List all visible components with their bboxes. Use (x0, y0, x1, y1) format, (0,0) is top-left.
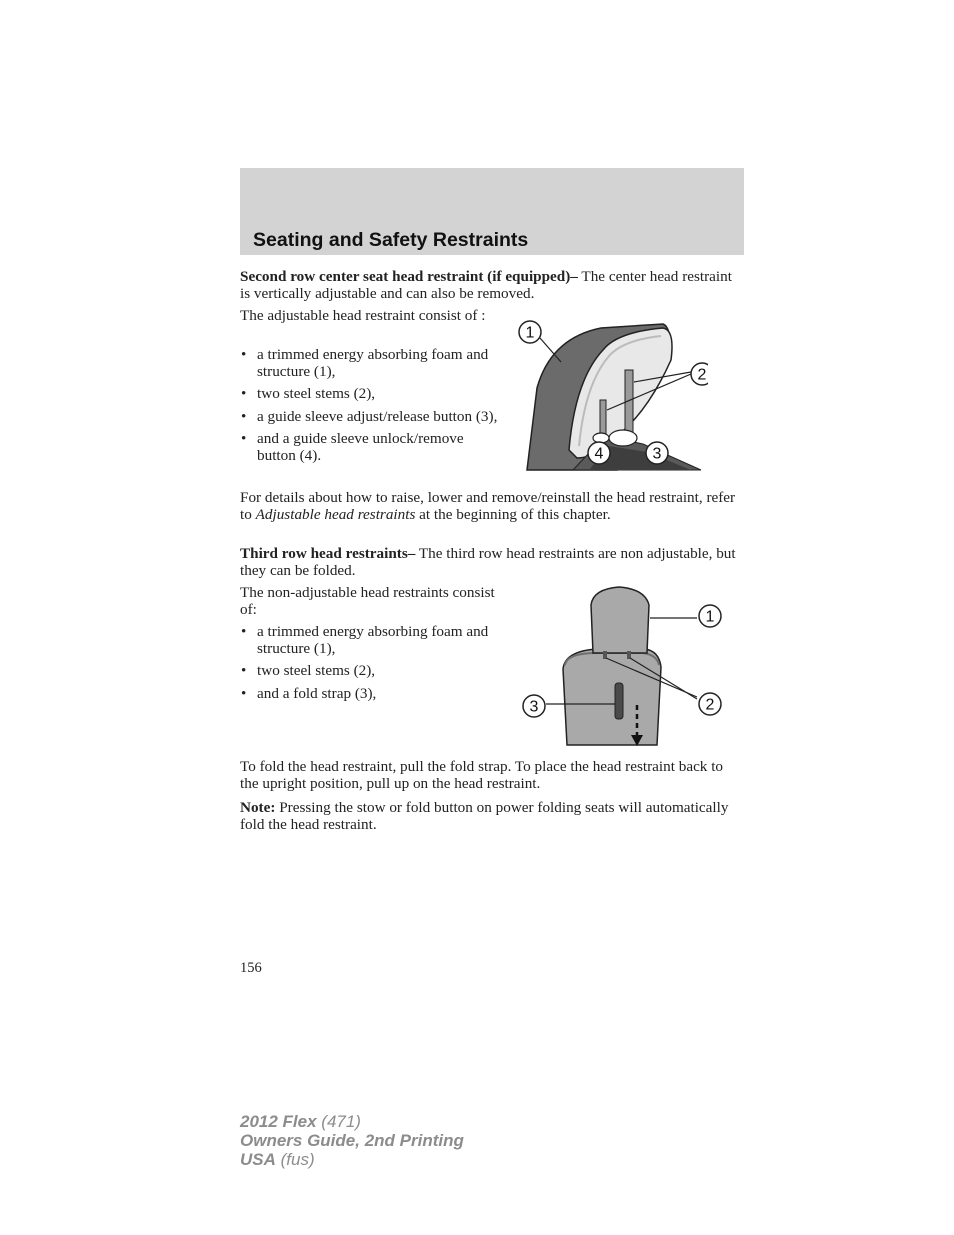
bullet-icon: • (241, 623, 247, 640)
callout-1 (519, 321, 541, 343)
section1-list (240, 347, 502, 471)
note-label: Note: (240, 799, 276, 816)
bullet-icon: • (241, 407, 247, 425)
cross-reference: Adjustable head restraints (255, 505, 416, 523)
callout-3 (523, 695, 545, 717)
svg-text:4: 4 (594, 445, 604, 463)
svg-text:1: 1 (705, 608, 715, 626)
page-number: 156 (240, 960, 262, 976)
svg-text:3: 3 (652, 445, 662, 463)
bullet-icon: • (241, 684, 247, 702)
svg-text:3: 3 (529, 698, 539, 716)
list-item: • two steel stems (2), (241, 662, 376, 680)
svg-text:1: 1 (525, 324, 535, 342)
list-item: • a trimmed energy absorbing foam and structure (1), (241, 346, 489, 380)
footer-line-1: 2012 Flex (471) (240, 1112, 361, 1131)
callout-4 (588, 442, 610, 464)
list-item: • two steel stems (2), (241, 385, 376, 403)
footer-line-2: Owners Guide, 2nd Printing (240, 1131, 464, 1150)
callout-1 (699, 605, 721, 627)
section2-consist: The non-adjustable head restraints consist of: (240, 584, 495, 618)
callout-2 (699, 693, 721, 715)
bullet-icon: • (241, 662, 247, 680)
adjustable-head-restraint-figure (513, 318, 708, 473)
section1-intro (240, 269, 745, 302)
section1-details: For details about how to raise, lower and remove/reinstall the head restraint, refer to Adjustable head restraints at the beginning of this chapter. (240, 489, 736, 523)
list-item: • and a guide sleeve unlock/remove button (4). (241, 430, 464, 464)
note: Note: Pressing the stow or fold button on power folding seats will automatically fold the head restraint. (240, 799, 729, 833)
section2-intro (240, 546, 745, 579)
section1-intro-text: The center head restraint is vertically adjustable and can also be removed. (240, 268, 732, 302)
svg-text:2: 2 (697, 366, 707, 384)
list-item: • a guide sleeve adjust/release button (3), (241, 407, 498, 425)
section1-heading: Second row center seat head restraint (if equipped)– (240, 268, 578, 285)
section-title: Seating and Safety Restraints (253, 229, 529, 251)
list-item: • a trimmed energy absorbing foam and structure (1), (241, 623, 489, 657)
svg-text:2: 2 (705, 696, 715, 714)
footer-line-3: USA (fus) (240, 1150, 315, 1169)
bullet-icon: • (241, 385, 247, 403)
callout-2 (691, 363, 708, 385)
section2-heading: Third row head restraints– (240, 545, 416, 562)
callout-3 (646, 442, 668, 464)
bullet-icon: • (241, 430, 247, 448)
fold-instructions: To fold the head restraint, pull the fold strap. To place the head restraint back to the upright position, pull up on the head restraint. (240, 758, 724, 792)
section1-consist: The adjustable head restraint consist of : (240, 307, 486, 324)
section2-intro-text: The third row head restraints are non adjustable, but they can be folded. (240, 545, 736, 579)
folding-head-restraint-figure (515, 585, 730, 750)
list-item: • and a fold strap (3), (241, 684, 377, 702)
section2-list (240, 624, 502, 708)
bullet-icon: • (241, 346, 247, 363)
document-footer (240, 1112, 464, 1169)
